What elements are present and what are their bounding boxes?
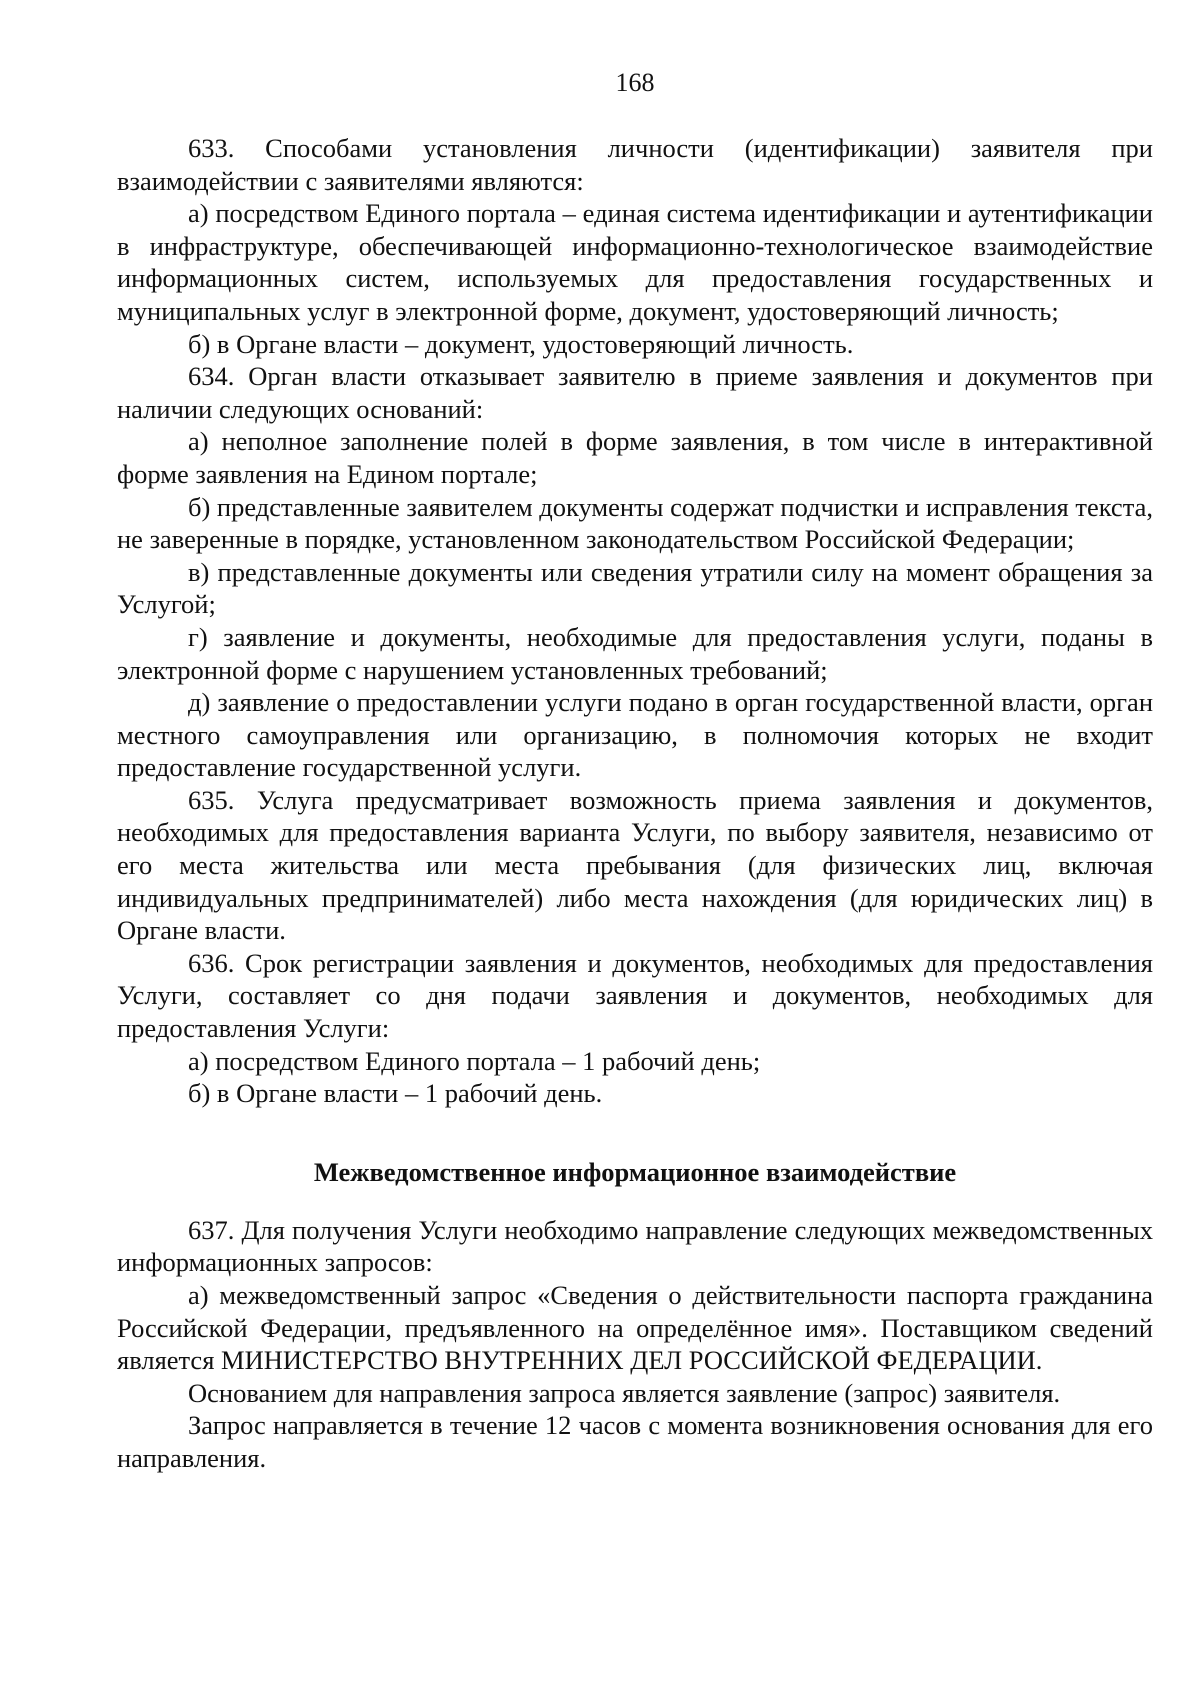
paragraph-633-b: б) в Органе власти – документ, удостоверяющий личность. <box>188 328 854 359</box>
paragraph-633: 633. Способами установления личности (идентификации) заявителя при взаимодействии с заявителями являются: <box>117 133 1153 196</box>
paragraph-634-d: д) заявление о предоставлении услуги подано в орган государственной власти, орган местного самоуправления или организацию, в полномочия которых не входит предоставление государственной услуги. <box>117 687 1153 783</box>
section-title: Межведомственное информационное взаимодействие <box>313 1156 957 1187</box>
paragraph-636-a: а) посредством Единого портала – 1 рабочий день; <box>188 1045 761 1076</box>
paragraph-637-a: а) межведомственный запрос «Сведения о действительности паспорта гражданина Российской Федерации, предъявленного на определённое имя». Поставщиком сведений является МИНИСТЕРСТВО ВНУТРЕННИХ ДЕЛ РОССИЙСКОЙ ФЕДЕРАЦИИ. <box>117 1280 1153 1376</box>
paragraph-634-v: в) представленные документы или сведения утратили силу на момент обращения за Услугой; <box>117 556 1153 620</box>
paragraph-634-b: б) представленные заявителем документы содержат подчистки и исправления текста, не заверенные в порядке, установленном законодательством Российской Федерации; <box>117 491 1153 555</box>
paragraph-request-timing: Запрос направляется в течение 12 часов с момента возникновения основания для его направления. <box>117 1410 1153 1473</box>
paragraph-636: 636. Срок регистрации заявления и документов, необходимых для предоставления Услуги, составляет со дня подачи заявления и документов, необходимых для предоставления Услуги: <box>117 947 1153 1044</box>
paragraph-request-basis: Основанием для направления запроса является заявление (запрос) заявителя. <box>188 1377 1061 1408</box>
paragraph-633-a: а) посредством Единого портала – единая система идентификации и аутентификации в инфраструктуре, обеспечивающей информационно-технологическое взаимодействие информационных систем, используемых для предоставления государственных и муниципальных услуг в электронной форме, документ, удостоверяющий личность; <box>117 198 1153 326</box>
paragraph-635: 635. Услуга предусматривает возможность приема заявления и документов, необходимых для предоставления варианта Услуги, по выбору заявителя, независимо от его места жительства или места пребывания (для физических лиц, включая индивидуальных предпринимателей) либо места нахождения (для юридических лиц) в Органе власти. <box>117 784 1153 946</box>
paragraph-634-g: г) заявление и документы, необходимые для предоставления услуги, поданы в электронной форме с нарушением установленных требований; <box>117 621 1153 685</box>
document-page <box>117 68 1153 1475</box>
paragraph-634: 634. Орган власти отказывает заявителю в приеме заявления и документов при наличии следующих оснований: <box>117 361 1153 424</box>
paragraph-634-a: а) неполное заполнение полей в форме заявления, в том числе в интерактивной форме заявления на Едином портале; <box>117 426 1153 489</box>
page-number: 168 <box>615 68 655 97</box>
paragraph-637: 637. Для получения Услуги необходимо направление следующих межведомственных информационных запросов: <box>117 1214 1153 1278</box>
paragraph-636-b: б) в Органе власти – 1 рабочий день. <box>188 1078 603 1109</box>
